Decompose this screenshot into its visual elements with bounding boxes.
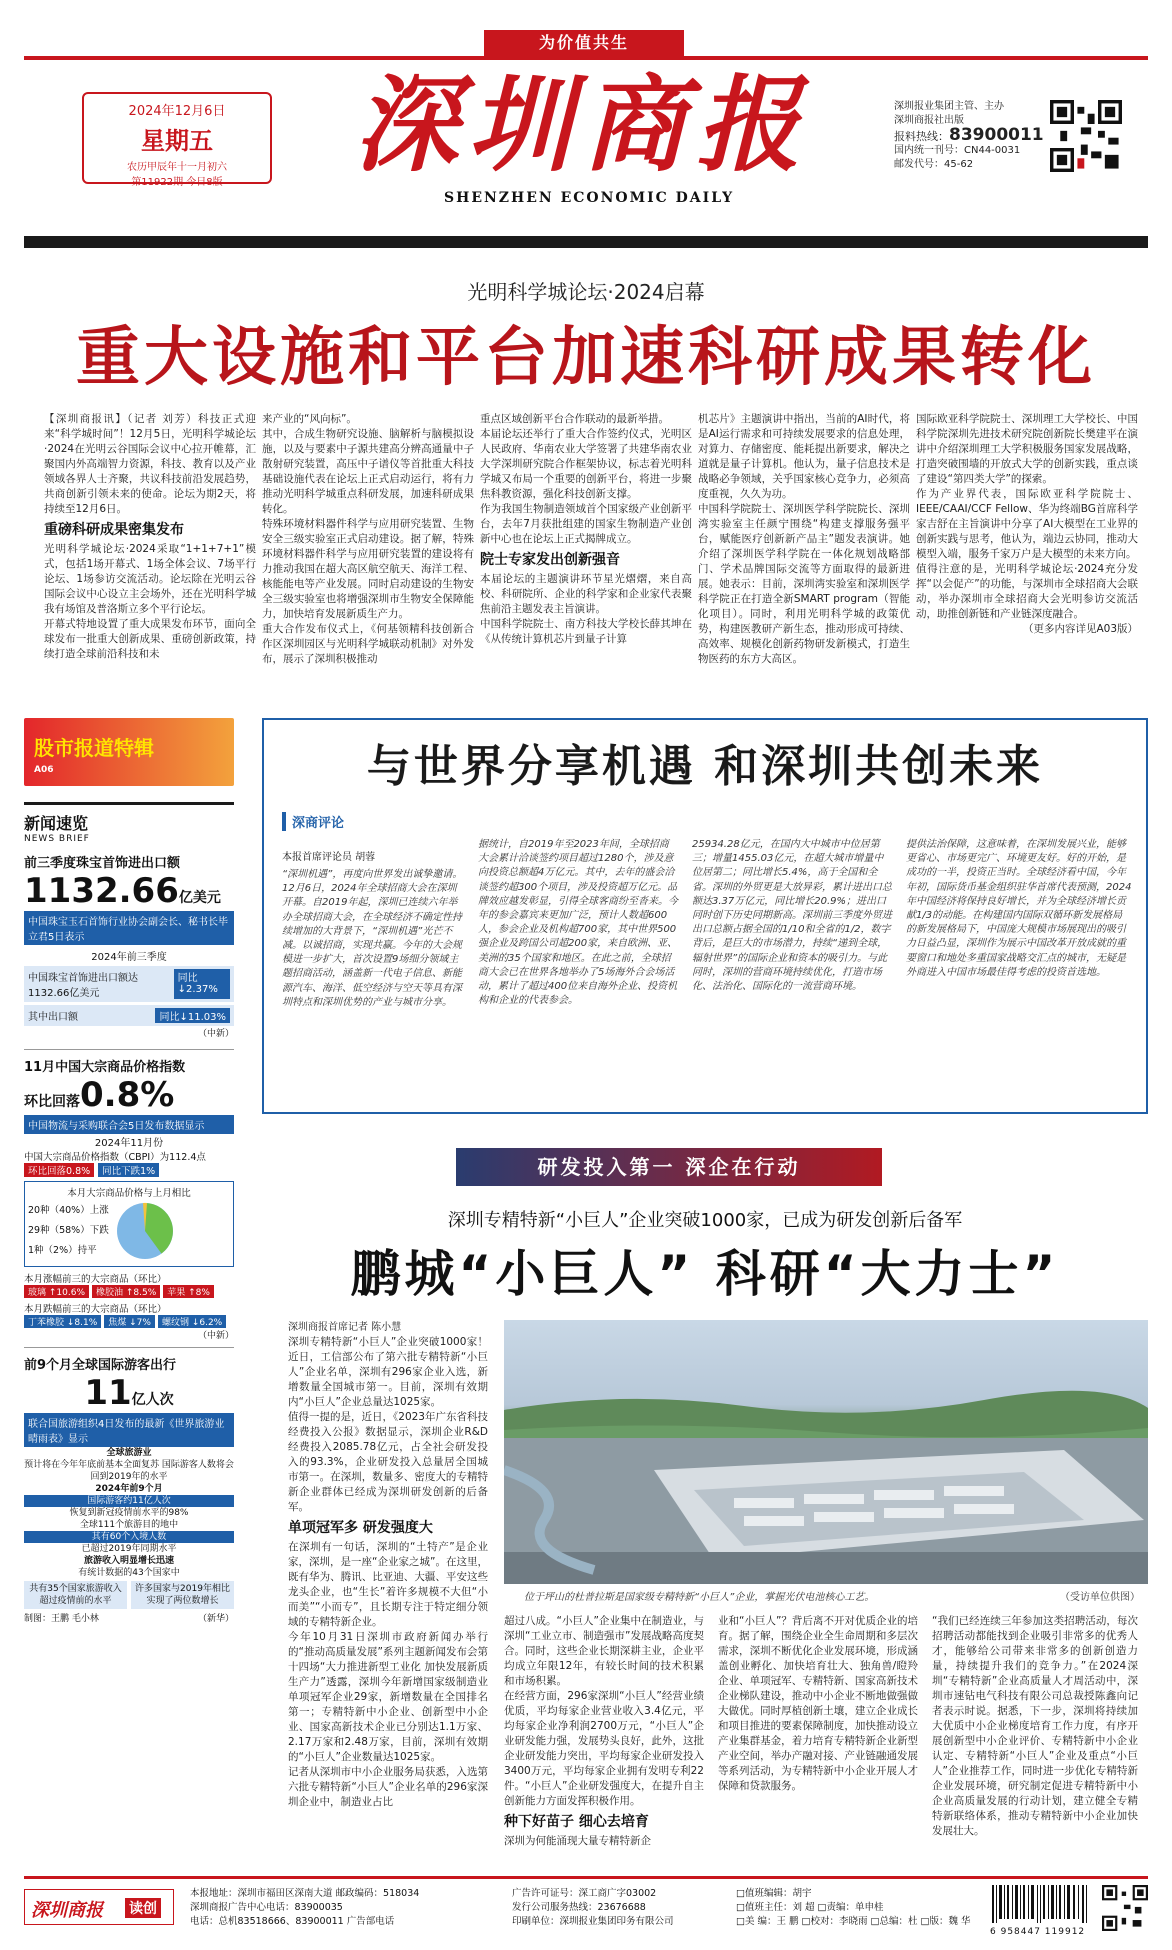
brief-3-box: 许多国家与2019年相比实现了两位数增长	[131, 1581, 234, 1609]
news-brief-title	[24, 802, 234, 844]
footer-line: □值班主任：刘 超 □责编：单申桂	[736, 1902, 884, 1913]
masthead-bottom-rule	[24, 236, 1148, 248]
newspaper-title-en: SHENZHEN ECONOMIC DAILY	[444, 190, 735, 206]
paragraph: 超过八成。“小巨人”企业集中在制造业，与深圳“工业立市、制造强市”发展战略高度契合。同时，这些企业长期深耕主业，企业平均成立年限12年，有较长时间的技术积累和市场积累。	[504, 1615, 704, 1687]
masthead-rule	[24, 56, 1148, 60]
banner-page: A06	[34, 765, 54, 775]
brief-1-label: 前三季度珠宝首饰进出口额	[24, 856, 181, 871]
brief-2-prefix: 环比回落	[24, 1094, 80, 1110]
footer-line: □值班编辑：胡宇	[736, 1888, 812, 1899]
stock-report-banner[interactable]	[24, 718, 234, 786]
publisher-line-2: 深圳商报社出版	[894, 115, 964, 126]
brief-3-credits	[24, 1611, 234, 1624]
section-band: 研发投入第一 深企在行动	[456, 1148, 882, 1186]
barcode-icon	[990, 1885, 1090, 1923]
post-code: 邮发代号：45-62	[894, 159, 974, 170]
brief-3-line: 全球111个旅游目的地中	[79, 1520, 179, 1530]
commentary-byline: 本报首席评论员 胡蓉	[282, 852, 376, 863]
subheading: 种下好苗子 细心去培育	[504, 1814, 649, 1830]
subheading: 院士专家发出创新强音	[480, 552, 620, 568]
paragraph: 作为我国生物制造领域首个国家级产业创新平台，去年7月获批组建的国家生物制造产业创新中心也在论坛上正式揭牌成立。	[480, 503, 692, 545]
brief-2-tag-2: 同比下跌1%	[98, 1163, 159, 1177]
brief-1-credit: （中新）	[197, 1029, 234, 1039]
footer-qr-code-icon	[1102, 1885, 1148, 1931]
qr-code-icon	[1050, 100, 1122, 172]
barcode	[990, 1885, 1090, 1937]
brief-2-pie-panel	[24, 1181, 234, 1267]
footer-line: 印刷单位：深圳报业集团印务有限公司	[512, 1916, 674, 1927]
brief-3-credit: 制图：王鹏 毛小林	[24, 1614, 99, 1624]
brief-3-label: 前9个月全球国际游客出行	[24, 1347, 234, 1373]
commentary-col-4: 提供法治保障，这意味着，在深圳发展兴业，能够更省心、市场更完广、环境更友好。好的开始，是成功的一半，投资正当时。全球经济看中国，今年年初，国际货币基金组织驻华首席代表预测，2024年中国经济将保持良好增长，并为全球经济增长贡献1/3的动能。在构建国内国际双循环新发展格局的新发展格局下，中国庞大规模市场展现出的吸引力日益凸显，深圳作为展示中国改革开放成就的重要窗口和地处多重国家战略交汇点的城市，无疑是外商进入中国市场最佳得考虑的投资首选地。	[906, 839, 1132, 978]
down-item: 丁苯橡胶 ↓8.1%	[24, 1315, 101, 1328]
paragraph: 记者从深圳市中小企业服务局获悉，入选第六批专精特新“小巨人”企业名单的296家深圳企业中，制造业占比	[288, 1766, 488, 1808]
news-brief-section	[24, 802, 234, 1624]
brief-1-row-1-tag: 同比↓2.37%	[174, 969, 230, 999]
up-item: 橡胶油 ↑8.5%	[92, 1285, 160, 1298]
brief-3-line: 其有60个入境人数	[24, 1531, 234, 1543]
banner-title: 股市报道特辑	[34, 736, 154, 760]
footer-ad-info	[512, 1887, 732, 1929]
pie-row	[28, 1199, 230, 1263]
brief-1-unit: 亿美元	[178, 890, 221, 906]
top-story-col-4	[698, 412, 910, 667]
paragraph: 在经营方面，296家深圳“小巨人”经营业绩优质，平均每家企业营业收入3.4亿元，平均每家企业净利润2700万元，“小巨人”企业研发能力强，发展势头良好，此外，这批企业研发能力突出，平均每家企业研发投入3400万元，平均每家企业拥有发明专利22件。“小巨人”企业研发强度大，在提升自主创新能力方面发挥积极作用。	[504, 1690, 704, 1807]
paragraph: 值得一提的是，近日，《2023年广东省科技经费投入公报》数据显示，深圳企业R&D经费投入2085.78亿元，占全社会研发投入的93.3%，企业研发投入总量居全国城市第一。在深圳，数量多、密度大的专精特新企业群体已经成为深圳研发创新的后备军。	[288, 1411, 488, 1513]
barcode-number: 6 958447 119912	[990, 1927, 1086, 1937]
brief-2-tags	[24, 1163, 234, 1177]
brief-3-line: 恢复到新冠疫情前水平的98%	[69, 1508, 189, 1518]
paragraph: 在深圳有一句话，深圳的“土特产”是企业家，深圳，是一座“企业家之城”。在这里，既有华为、腾讯、比亚迪、大疆、平安这些龙头企业，也“生长”着许多规模不大但“小而美”“小而专”，且长期专注于特定细分领域的专精特新企业。	[288, 1541, 488, 1628]
brief-3-credit-2: （新华）	[197, 1614, 234, 1624]
footer-line: 电话：总机83518666、83900011 广告部电话	[190, 1916, 395, 1927]
lunar-date: 农历甲辰年十一月初六	[127, 162, 227, 173]
publisher-line-1: 深圳报业集团主管、主办	[894, 101, 1004, 112]
footer-line: □美 编：王 鹏 □校对：李晓雨 □总编：杜 □版：魏 华	[736, 1916, 971, 1927]
commentary-headline: 与世界分享机遇 和深圳共创未来	[366, 741, 1044, 792]
top-story-col-5	[916, 412, 1138, 637]
paragraph: 国际欧亚科学院院士、深圳理工大学校长、中国科学院深圳先进技术研究院创新院长樊建平在演讲中介绍深圳理工大学积极服务国家发展战略，打造突破围墙的开放式大学的创新实践，重点谈了建设“第四类大学”的探索。	[916, 413, 1138, 485]
commentary-tag: 深商评论	[282, 812, 344, 831]
brief-3-details	[24, 1447, 234, 1609]
news-brief-en: NEWS BRIEF	[24, 834, 90, 844]
brief-3-line: 已超过2019年同期水平	[81, 1544, 177, 1554]
footer-logo-app: 读创	[125, 1898, 161, 1918]
slogan-banner: 为价值共生	[484, 30, 684, 56]
brief-1-row-2-text: 其中出口额	[28, 1012, 78, 1023]
up-item: 玻璃 ↑10.6%	[24, 1285, 89, 1298]
paragraph: 来产业的“风向标”。	[262, 413, 357, 425]
top-story-headline: 重大设施和平台加速科研成果转化	[76, 321, 1096, 395]
down-item: 螺纹钢 ↓6.2%	[158, 1315, 226, 1328]
date-box	[82, 92, 272, 188]
publisher-info	[894, 100, 1044, 172]
issue-number: 第11922期 今日8版	[131, 177, 223, 188]
cn-code: 国内统一刊号：CN44-0031	[894, 145, 1021, 156]
brief-2-figure	[24, 1075, 234, 1115]
down-three-title: 本月跌幅前三的大宗商品（环比）	[24, 1304, 167, 1315]
paragraph: 作为产业界代表，国际欧亚科学院院士、IEEE/CAAI/CCF Fellow、华为终端BG首席科学家吉舒在主旨演讲中分享了AI大模型在工业界的创新实践与思考，他认为，端边云协同，推动大模型入端，服务千家万户是大模型的未来方向。	[916, 488, 1138, 560]
paragraph: 值得注意的是，光明科学城论坛·2024充分发挥“以会促产”的功能，与深圳市全球招商大会联动，举办深圳市全球招商大会光明参访交流活动，助推创新链和产业链深度融合。	[916, 563, 1138, 620]
brief-3-line: 预计将在今年年底前基本全面复苏 国际游客人数将会回到2019年的水平	[24, 1460, 234, 1482]
paragraph: 光明科学城论坛·2024采取“1+1+7+1”模式，包括1场开幕式、1场全体会议、7场平行论坛、1场参访交流活动。论坛除在光明云谷国际会议中心设立主会场外，还在光明科学城我有场馆及普洛斯立多个平行论坛。	[44, 543, 256, 615]
pie-legend-down: 29种（58%）下跌	[28, 1225, 109, 1236]
brief-1-source: 中国珠宝玉石首饰行业协会副会长、秘书长毕立君5日表示	[24, 911, 234, 945]
brief-1-row-2	[24, 1005, 234, 1026]
brief-2-value: 0.8%	[80, 1075, 175, 1115]
paragraph: 【深圳商报讯】（记者 刘芳）科技正式迎来“科学城时间”！12月5日，光明科学城论坛·2024在光明云谷国际会议中心拉开帷幕，汇聚国内外高端智力资源，科技、教育以及产业领域各界人士齐聚，共议科技前沿发展趋势，共商创新引领未来的使命。论坛为期2天，将持续至12月6日。	[44, 413, 256, 515]
up-item: 苹果 ↑8%	[163, 1285, 214, 1298]
brief-3-figure	[24, 1373, 234, 1413]
photo-caption: 位于坪山的杜普拉斯是国家级专精特新“小巨人”企业，掌握光伏电池核心工艺。	[524, 1592, 875, 1603]
brief-2-row-1: 中国大宗商品价格指数（CBPI）为112.4点	[24, 1152, 206, 1163]
footer-logo	[24, 1889, 174, 1925]
brief-3-line: 有统计数据的43个国家中	[78, 1568, 180, 1578]
factory-illustration	[504, 1320, 1148, 1584]
paragraph: 今年10月31日深圳市政府新闻办举行的“推动高质量发展”系列主题新闻发布会第十四场“大力推进新型工业化 加快发展新质生产力”透露，深圳今年新增国家级制造业单项冠军企业29家，新增数量在全国排名第一；专精特新中小企业、创新型中小企业、国家高新技术企业已分别达1.1万家、2.17万家和2.48万家，目前，深圳有效期的“小巨人”企业数量达1025家。	[288, 1631, 488, 1763]
second-story-headline: 鹏城“小巨人” 科研“大力士”	[350, 1245, 1060, 1303]
paragraph: 其中，合成生物研究设施、脑解析与脑模拟设施，以及与要素中子源共建高分辨高通量中子散射研究装置，高压中子谱仪等首批重大科技基础设施代表在论坛上正式启动运行，将有力推动光明科学城重点科研发展，加速科研成果转化。	[262, 428, 474, 515]
brief-3-line: 2024年前9个月	[95, 1484, 163, 1494]
brief-1-row-1-text: 中国珠宝首饰进出口额达1132.66亿美元	[28, 973, 138, 999]
subheading: 单项冠军多 研发强度大	[288, 1520, 433, 1536]
commentary-col-2: 据统计，自2019年至2023年间，全球招商大会累计洽谈签约项目超过1280个，涉及意向投资总额超4万亿元。其中，去年的盛会洽谈签约超300个项目，涉及投资超万亿元。品牌效应越发彰显，引得全球客商纷至沓来。今年的参会嘉宾来更加广泛，预计人数超600人，参会企业及机构超700家，其中世界500强企业及跨国公司超200家，来自欧洲、亚、美洲的35个国家和地区。在此之前，全球招商大会已在世界各地举办了5场海外合会场活动，累计了超过400位来自海外企业、投资机构和企业的代表参会。	[478, 839, 678, 1007]
brief-3-source: 联合国旅游组织4日发布的最新《世界旅游业晴雨表》显示	[24, 1413, 234, 1447]
second-story-col-4: “我们已经连续三年参加这类招聘活动，每次招聘活动都能找到企业吸引非常多的优秀人才，能够给公司带来非常多的创新创造力量，持续提升我们的竞争力。”在2024深圳“专精特新”企业高质量人才周活动中，深圳市速钻电气科技有限公司总裁授陈鑫向记者表示时说。据悉，下一步，深圳将持续加大优质中小企业梯度培育工作力度，有序开展创新型中小企业评价、专精特新中小企业认定、专精特新“小巨人”企业及重点“小巨人”企业推荐工作，同时进一步优化专精特新企业发展环境，研究制定促进专精特新中小企业高质量发展的行动计划，建立健全专精特新联络体系，推动专精特新中小企业加快发展壮大。	[932, 1615, 1138, 1837]
second-story-byline: 深圳商报首席记者 陈小慧	[288, 1322, 402, 1333]
commentary-col-1: “深圳机遇”，再度向世界发出诚挚邀请。12月6日，2024年全球招商大会在深圳开幕。自2019年起，深圳已连续六年举办全球招商大会，在全球经济不确定性持续增加的大背景下，“深圳机遇”光芒不减。以诚招商，实现共赢。今年的大会规模进一步扩大，首次设置9场细分领域主题招商活动，涵盖新一代电子信息、新能源汽车、海洋、低空经济与空天等具有深圳特点和深圳优势的产业与城市分享。	[282, 869, 463, 1008]
top-story-col-2	[262, 412, 474, 667]
hotline	[894, 125, 1044, 145]
footer-address	[190, 1887, 490, 1929]
footer-editors	[736, 1887, 986, 1929]
top-story-col-3	[480, 412, 692, 647]
down-three-list	[24, 1315, 234, 1328]
news-brief-label: 新闻速览	[24, 814, 89, 833]
brief-2-credit: （中新）	[197, 1331, 234, 1341]
second-story-col-2	[504, 1614, 704, 1849]
paragraph: 深圳专精特新“小巨人”企业突破1000家！近日，工信部公布了第六批专精特新“小巨人”企业名单，深圳有296家企业入选，新增数量全国城市第一。目前，深圳有效期内“小巨人”企业总量达1025家。	[288, 1336, 488, 1408]
footer-logo-text: 深圳商报	[31, 1900, 103, 1921]
pie-legend	[28, 1201, 109, 1261]
footer-line: 发行公司服务热线：23676688	[512, 1902, 646, 1913]
paragraph: 本届论坛还举行了重大合作签约仪式，光明区人民政府、华南农业大学签署了共建华南农业大学深圳研究院合作框架协议，标志着光明科学城又布局一个重要的创新平台，将进一步聚焦科教资源，强化科技创新支撑。	[480, 428, 692, 500]
hotline-label: 报料热线：	[894, 130, 949, 143]
pie-legend-up: 20种（40%）上涨	[28, 1205, 109, 1216]
hotline-number: 83900011	[949, 125, 1044, 145]
newspaper-title: 深圳商报	[354, 63, 811, 186]
paragraph: 开幕式特地设置了重大成果发布环节，面向全球发布一批重大创新成果、重磅创新政策，持续打造全球前沿科技和未	[44, 618, 256, 660]
top-story-kicker: 光明科学城论坛·2024启幕	[467, 280, 705, 304]
footer-line: 深圳商报广告中心电话：83900035	[190, 1902, 343, 1913]
commentary-col-3: 25934.28亿元，在国内大中城市中位居第三；增量1455.03亿元，在超大城市增量中位居第二；同比增长5.4%，高于全国和全省。深圳的外贸更是大放异彩，累计进出口总额达3.37万亿元，同比增长20.9%；进出口同时创下历史同期新高。深圳前三季度外贸进出口总额占据全国的1/10和全省的1/2，数字背后，是巨大的市场潜力，持续“递到全球，辐射世界”的国际企业和资本的吸引力。与此同时，深圳的营商环境持续优化，打造市场化、法治化、国际化的一流营商环境。	[692, 839, 892, 993]
brief-3-unit: 亿人次	[131, 1392, 174, 1408]
pie-legend-flat: 1种（2%）持平	[28, 1245, 97, 1256]
price-pie-chart	[113, 1199, 177, 1263]
footer-line: 广告许可证号：深工商广字03002	[512, 1888, 657, 1899]
up-three-title: 本月涨幅前三的大宗商品（环比）	[24, 1274, 167, 1285]
second-story-kicker: 深圳专精特新“小巨人”企业突破1000家，已成为研发创新后备军	[447, 1210, 963, 1231]
footer-line: 本报地址：深圳市福田区深南大道 邮政编码：518034	[190, 1888, 420, 1899]
issue-weekday: 星期五	[141, 127, 213, 155]
brief-1-figure	[24, 871, 234, 911]
brief-3-box: 共有35个国家旅游收入超过疫情前的水平	[24, 1581, 127, 1609]
brief-3-line: 全球旅游业	[106, 1448, 152, 1458]
brief-1-value: 1132.66	[24, 871, 179, 911]
paragraph: 重大合作发布仪式上，《何基领精科技创新合作区深圳园区与光明科学城联动机制》对外发布，展示了深圳积极推动	[262, 623, 474, 665]
brief-2-label: 11月中国大宗商品价格指数	[24, 1049, 234, 1075]
paragraph: 特殊环境材料器件科学与应用研究装置、生物安全三级实验室正式启动建设。据了解，特殊环境材料器件科学与应用研究装置的建设将有力推动我国在超大高区航空航天、海洋工程、核能能电等产业发展。同时启动建设的生物安全三级实验室也将增强深圳市生物安全保障能力，加快培育发展新质生产力。	[262, 518, 474, 620]
commentary-box	[262, 718, 1148, 1114]
paragraph: 中国科学院院士、南方科技大学校长薛其坤在《从传统计算机芯片到量子计算	[480, 618, 692, 645]
paragraph: 重点区域创新平台合作联动的最新举措。	[480, 413, 669, 425]
subheading: 重磅科研成果密集发布	[44, 522, 184, 538]
brief-3-value: 11	[84, 1373, 132, 1413]
up-three-list	[24, 1285, 234, 1298]
second-story-col-1	[288, 1320, 488, 1810]
brief-2-period: 2024年11月份	[94, 1138, 164, 1149]
brief-2-source: 中国物流与采购联合会5日发布数据显示	[24, 1115, 234, 1134]
brief-1-row-1	[24, 966, 234, 1002]
factory-aerial-photo	[504, 1320, 1148, 1584]
continued-note: （更多内容详见A03版）	[1022, 623, 1138, 635]
page-footer	[24, 1876, 1148, 1942]
brief-3-line: 旅游收入明显增长迅速	[83, 1556, 174, 1566]
pie-title: 本月大宗商品价格与上月相比	[67, 1188, 191, 1199]
brief-1-period: 2024年前三季度	[91, 952, 167, 963]
photo-caption-row	[504, 1584, 1148, 1606]
paragraph: 机芯片》主题演讲中指出，当前的AI时代，将是AI运行需求和可持续发展要求的信息处理，对算力、存储密度、能耗提出新要求，解决之道就是量子计算机。他认为，量子信息技术是战略必争领域，关乎国家核心竞争力，必须高度重视，久久为功。	[698, 413, 910, 500]
photo-credit: （受访单位供图）	[1060, 1592, 1140, 1603]
brief-1-row-2-tag: 同比↓11.03%	[155, 1008, 230, 1023]
issue-date: 2024年12月6日	[128, 104, 226, 119]
brief-2-tag-1: 环比回落0.8%	[24, 1163, 94, 1177]
paragraph: 中国科学院院士、深圳医学科学院院长、深圳湾实验室主任颜宁围绕“构建支撑服务强平台，赋能医疗创新新产品主”题发表演讲。她介绍了深圳医学科学院在一体化规划战略部门、学术品牌国际交流等方面取得的最新进展。她表示：目前，深圳湾实验室和深圳医学科学院正在打造全新SMART program（智能化项目）。同时，利用光明科学城的政策优势，构建医教研产新生态，推动形成可持续、高效率、规模化创新药物研发新模式，打造生物医药的东方大高区。	[698, 503, 910, 665]
paragraph: 深圳为何能涌现大量专精特新企	[504, 1835, 651, 1847]
second-story-col-3: 业和“小巨人”？背后离不开对优质企业的培育。据了解，围绕企业全生命周期和多层次需求，深圳不断优化企业发展环境，形成涵盖创业孵化、加快培育壮大、独角兽/瞪羚企业、单项冠军、专精特新、国家高新技术企业梯队建设，推动中小企业不断地做强做大做优。同时厚植创新土壤，建立企业成长和项目推进的要素保障制度，加快推动设立产业集群基金，着力培育专精特新企业新型产业空间，举办产融对接、产业链融通发展等系列活动，为专精特新中小企业开展人才保障和贷款服务。	[718, 1615, 918, 1792]
brief-3-line: 国际游客约11亿人次	[24, 1495, 234, 1507]
masthead	[24, 30, 1148, 252]
brief-3-boxes	[24, 1581, 234, 1609]
top-story-col-1	[44, 412, 256, 662]
down-item: 焦煤 ↓7%	[104, 1315, 155, 1328]
paragraph: 本届论坛的主题演讲环节星光熠熠，来自高校、科研院所、企业的科学家和企业家代表聚焦前沿主题发表主旨演讲。	[480, 573, 692, 615]
